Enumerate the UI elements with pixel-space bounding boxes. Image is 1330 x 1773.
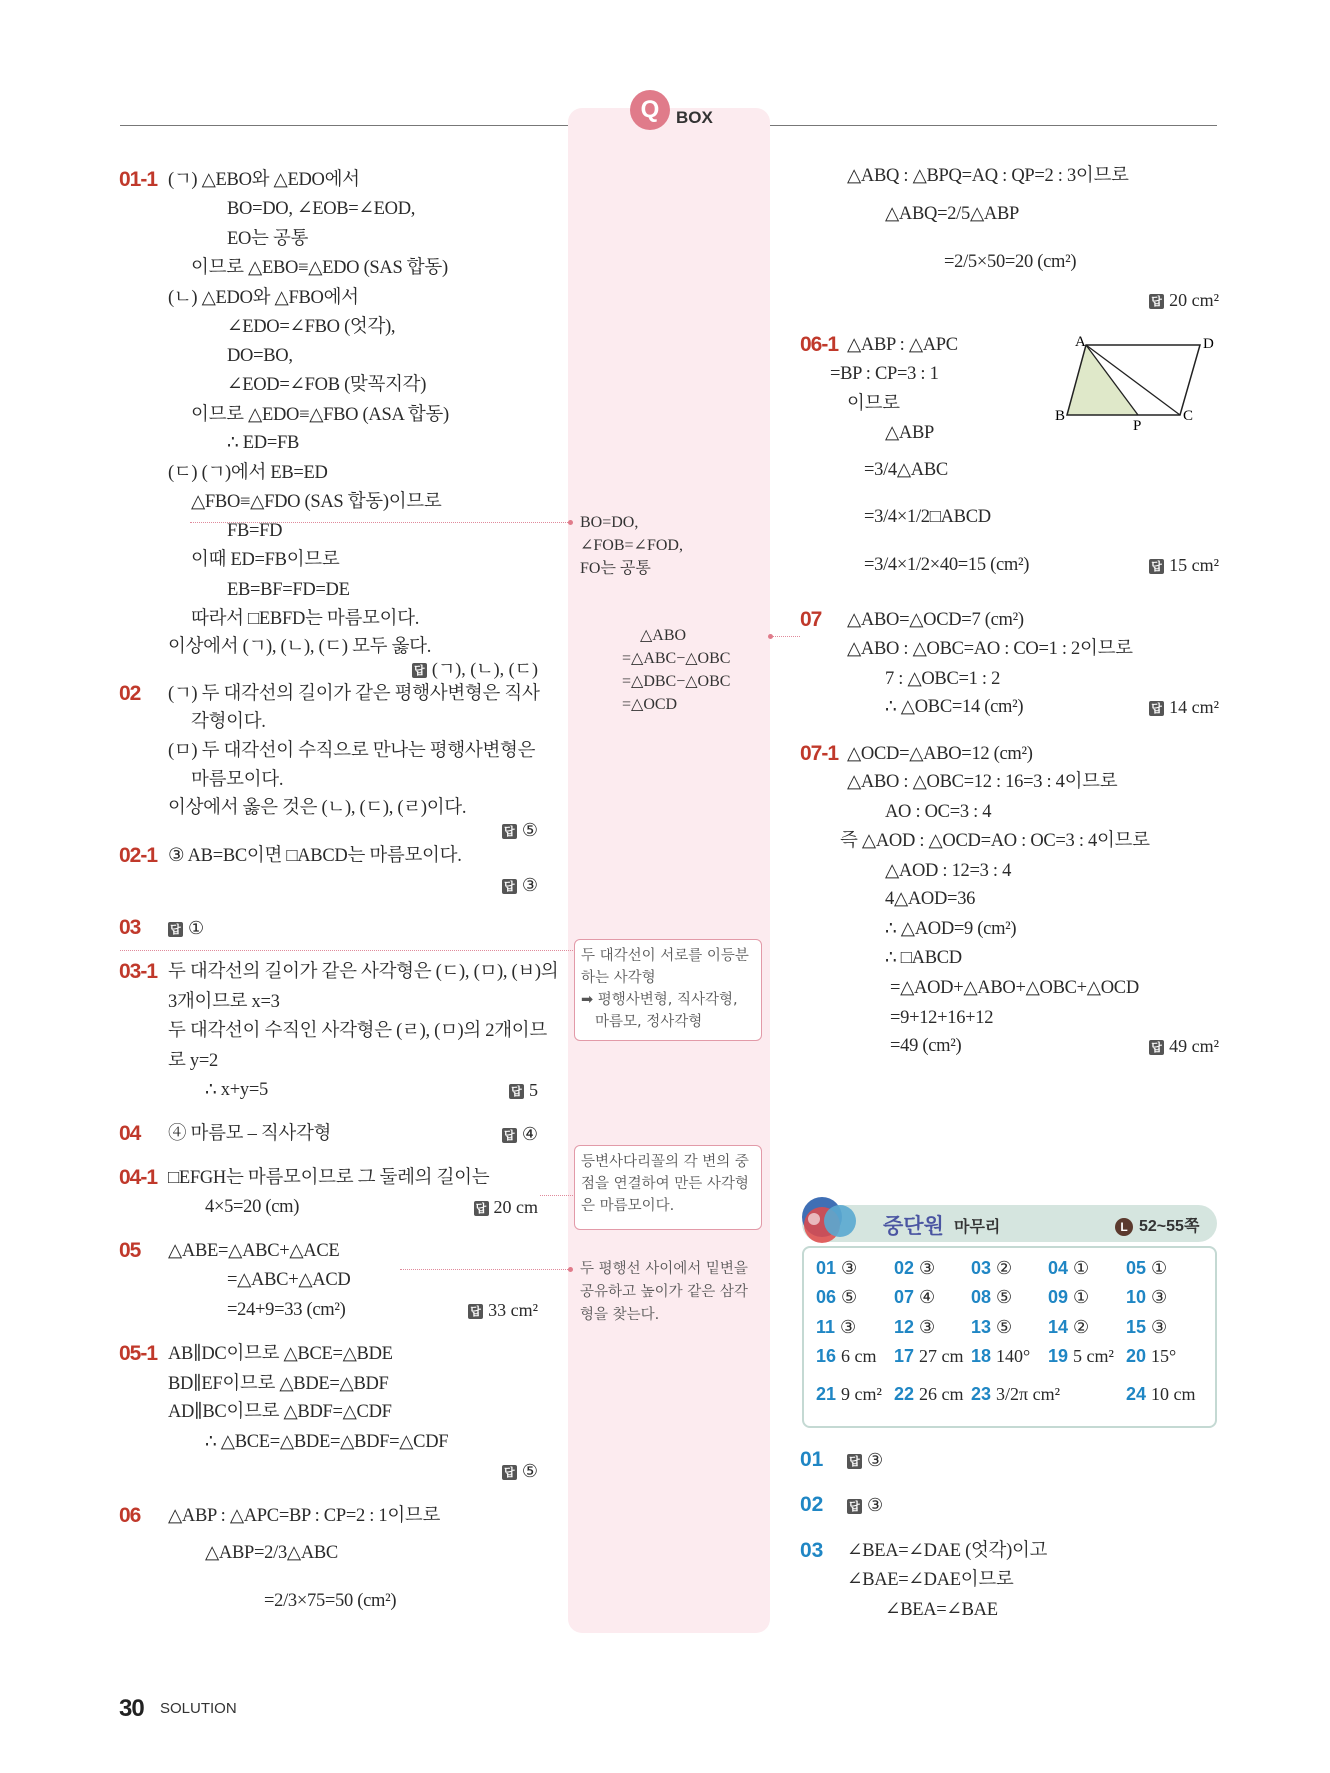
solution-line: △ABO=△OCD=7 (cm²)	[847, 610, 1024, 630]
review-item-answer: 140°	[996, 1346, 1031, 1366]
solution-line: △OCD=△ABO=12 (cm²)	[847, 744, 1033, 764]
review-item-answer: ③	[919, 1258, 936, 1278]
review-answer-item	[1048, 1315, 1089, 1339]
solution-line: 로 y=2	[168, 1051, 218, 1071]
solution-line: (ㄴ) △EDO와 △FBO에서	[168, 288, 359, 308]
solution-line: BD∥EF이므로 △BDE=△BDF	[168, 1374, 389, 1394]
review-answer-item	[971, 1344, 1030, 1368]
review-item-answer: ①	[1073, 1287, 1090, 1307]
solution-line: △ABO : △OBC=AO : CO=1 : 2이므로	[847, 639, 1133, 659]
solution-line: AB∥DC이므로 △BCE=△BDE	[168, 1344, 393, 1364]
solution-line: =BP : CP=3 : 1	[830, 364, 939, 384]
problem-label: 03-1	[119, 960, 158, 983]
review-answer-item	[894, 1285, 935, 1309]
answer	[502, 1122, 538, 1146]
problem-label: 07	[800, 608, 822, 631]
review-answer-item	[1048, 1256, 1089, 1280]
answer-icon: 답	[412, 663, 427, 678]
answer-value: ③	[867, 1495, 884, 1515]
review-item-number: 01	[816, 1258, 837, 1278]
solution-line: EO는 공통	[227, 229, 309, 249]
answer	[412, 659, 538, 679]
review-answer-item	[816, 1344, 877, 1368]
answer-value: 5	[529, 1080, 538, 1100]
review-item-number: 08	[971, 1287, 992, 1307]
solution-line: 7 : △OBC=1 : 2	[885, 669, 1001, 689]
review-item-answer: ③	[1151, 1317, 1168, 1337]
answer-icon: 답	[502, 1465, 517, 1480]
review-answer-item	[894, 1344, 964, 1368]
review-item-answer: 15°	[1151, 1346, 1177, 1366]
solution-line: =9+12+16+12	[890, 1008, 994, 1028]
answer-value: 14 cm²	[1169, 697, 1219, 717]
qbox-note-line: 은 마름모이다.	[581, 1198, 675, 1214]
review-item-number: 09	[1048, 1287, 1069, 1307]
review-item-number: 07	[894, 1287, 915, 1307]
review-item-answer: ①	[1151, 1258, 1168, 1278]
solution-line: 두 대각선이 수직인 사각형은 (ㄹ), (ㅁ)의 2개이므	[168, 1021, 547, 1041]
review-answer-item	[971, 1256, 1012, 1280]
answer-icon: 답	[1149, 1040, 1164, 1055]
review-item-number: 19	[1048, 1346, 1069, 1366]
review-item-answer: ②	[996, 1258, 1013, 1278]
review-subtitle: 마무리	[954, 1217, 1001, 1236]
qbox-note-line: FO는 공통	[580, 560, 651, 577]
vertex-label: A	[1075, 334, 1086, 350]
vertex-label: C	[1183, 408, 1194, 424]
problem-label: 03	[800, 1539, 824, 1562]
qbox-note-line: =△ABC−△OBC	[622, 650, 731, 667]
solution-line: (ㅁ) 두 대각선이 수직으로 만나는 평행사변형은	[168, 741, 536, 761]
solution-line: △ABP : △APC	[847, 335, 958, 355]
qbox-logo-icon: Q	[630, 90, 670, 130]
vertex-label: P	[1133, 418, 1142, 430]
solution-line: ∠EDO=∠FBO (엇각),	[227, 317, 396, 337]
answer	[847, 1448, 883, 1472]
answer-value: ①	[188, 918, 205, 938]
qbox-note-line: 등변사다리꼴의 각 변의 중	[581, 1154, 749, 1170]
answer-value: ③	[521, 875, 538, 895]
solution-line: =24+9=33 (cm²)	[227, 1300, 346, 1320]
review-item-answer: ③	[840, 1317, 857, 1337]
answer	[509, 1078, 538, 1102]
solution-line: 4△AOD=36	[885, 889, 976, 909]
problem-label: 06	[119, 1504, 141, 1527]
review-item-answer: ②	[1073, 1317, 1090, 1337]
solution-line: 이상에서 옳은 것은 (ㄴ), (ㄷ), (ㄹ)이다.	[168, 798, 467, 818]
problem-label: 03	[119, 916, 141, 939]
solution-line: 각형이다.	[191, 712, 266, 732]
problem-label: 02	[800, 1493, 824, 1516]
review-answer-item	[816, 1315, 856, 1339]
qbox-label: BOX	[676, 108, 713, 127]
solution-line: =3/4×1/2□ABCD	[864, 507, 991, 527]
answer-value: 49 cm²	[1169, 1036, 1219, 1056]
answer	[1149, 1034, 1219, 1058]
solution-line: =49 (cm²)	[890, 1036, 962, 1056]
answer-icon: 답	[502, 879, 517, 894]
solution-line: ∴ □ABCD	[885, 948, 962, 968]
answer-icon: 답	[474, 1201, 489, 1216]
solution-line: △ABQ : △BPQ=AQ : QP=2 : 3이므로	[847, 166, 1129, 186]
review-page-range: 52~55쪽	[1139, 1218, 1200, 1235]
review-pages	[1115, 1213, 1199, 1236]
problem-label: 06-1	[800, 333, 839, 356]
answer-icon: 답	[502, 824, 517, 839]
review-item-number: 17	[894, 1346, 915, 1366]
qbox-note-line: 형을 찾는다.	[580, 1307, 660, 1323]
review-item-number: 15	[1126, 1317, 1147, 1337]
solution-line: =2/5×50=20 (cm²)	[944, 252, 1077, 272]
review-answer-item	[1126, 1285, 1167, 1309]
solution-line: △ABP=2/3△ABC	[205, 1543, 338, 1563]
answer	[502, 873, 538, 897]
review-item-answer: ④	[919, 1287, 936, 1307]
solution-line: 두 대각선의 길이가 같은 사각형은 (ㄷ), (ㅁ), (ㅂ)의	[168, 962, 559, 982]
review-answer-item	[1048, 1285, 1089, 1309]
solution-line: 3개이므로 x=3	[168, 992, 280, 1012]
solution-line: 이때 ED=FB이므로	[191, 550, 340, 570]
solution-line: 이므로	[847, 394, 900, 414]
solution-line: △ABQ=2/5△ABP	[885, 204, 1019, 224]
leader-line	[190, 522, 570, 523]
review-item-number: 13	[971, 1317, 992, 1337]
review-answer-item	[1126, 1315, 1167, 1339]
qbox-note-line: BO=DO,	[580, 514, 639, 531]
leader-line	[120, 950, 575, 951]
solution-line: EB=BF=FD=DE	[227, 580, 350, 600]
answer	[1149, 288, 1219, 312]
solution-line: 마름모이다.	[191, 770, 284, 790]
solution-line: ③ AB=BC이면 □ABCD는 마름모이다.	[168, 846, 462, 866]
answer	[1149, 553, 1219, 577]
review-item-number: 04	[1048, 1258, 1069, 1278]
problem-label: 05	[119, 1239, 141, 1262]
review-answer-item	[894, 1256, 935, 1280]
solution-line: △ABP	[885, 423, 935, 443]
qbox-note-line: 마름모, 정사각형	[595, 1014, 703, 1030]
answer-icon: 답	[168, 922, 183, 937]
solution-line: (ㄷ) (ㄱ)에서 EB=ED	[168, 463, 328, 483]
qbox-note-box	[574, 1145, 762, 1230]
leader-dot	[568, 520, 573, 525]
answer	[468, 1298, 538, 1322]
review-item-answer: 9 cm²	[841, 1384, 882, 1404]
review-answer-item	[816, 1285, 857, 1309]
solution-line: AO : OC=3 : 4	[885, 802, 992, 822]
solution-line: ∠BAE=∠DAE이므로	[847, 1570, 1014, 1590]
qbox-note-line: 두 평행선 사이에서 밑변을	[580, 1261, 748, 1277]
solution-line: =3/4△ABC	[864, 460, 948, 480]
solution-line: DO=BO,	[227, 346, 293, 366]
review-item-answer: ③	[919, 1317, 936, 1337]
review-item-number: 05	[1126, 1258, 1147, 1278]
qbox-note-line: =△OCD	[622, 696, 678, 713]
parallelogram-figure	[1050, 330, 1230, 430]
solution-line: AD∥BC이므로 △BDF=△CDF	[168, 1402, 392, 1422]
review-answer-item	[1126, 1344, 1176, 1368]
qbox-note-line: ∠FOB=∠FOD,	[580, 537, 683, 554]
solution-line: △AOD : 12=3 : 4	[885, 861, 1012, 881]
answer-value: ⑤	[521, 1461, 538, 1481]
solution-line: 이므로 △EBO≡△EDO (SAS 합동)	[191, 258, 448, 278]
problem-label: 04	[119, 1122, 141, 1145]
answer-icon: 답	[468, 1304, 483, 1319]
problem-label: 05-1	[119, 1342, 158, 1365]
review-item-number: 14	[1048, 1317, 1069, 1337]
review-item-number: 23	[971, 1384, 992, 1404]
review-item-answer: ⑤	[841, 1287, 858, 1307]
solution-line: △ABP : △APC=BP : CP=2 : 1이므로	[168, 1506, 441, 1526]
leader-dot	[768, 634, 773, 639]
answer-icon: 답	[502, 1128, 517, 1143]
review-logo-icon	[800, 1193, 860, 1248]
review-answer-item	[894, 1315, 935, 1339]
answer-icon: 답	[509, 1084, 524, 1099]
leader-line	[400, 1269, 570, 1270]
answer-value: 20 cm	[493, 1197, 538, 1217]
solution-line: ∴ ED=FB	[227, 433, 300, 453]
qbox-column	[568, 108, 770, 1633]
page-number: 30	[119, 1695, 144, 1722]
review-item-answer: 27 cm	[919, 1346, 964, 1366]
answer	[502, 1459, 538, 1483]
qbox-note-line: ➡ 평행사변형, 직사각형,	[581, 992, 738, 1008]
review-answer-item	[971, 1315, 1012, 1339]
review-item-number: 12	[894, 1317, 915, 1337]
solution-line: 이므로 △EDO≡△FBO (ASA 합동)	[191, 405, 449, 425]
solution-line: 따라서 □EBFD는 마름모이다.	[191, 609, 420, 629]
review-item-number: 16	[816, 1346, 837, 1366]
answer-value: ⑤	[521, 820, 538, 840]
review-item-number: 20	[1126, 1346, 1147, 1366]
review-item-number: 11	[816, 1317, 836, 1337]
problem-label: 01	[800, 1448, 824, 1471]
review-answer-item	[1126, 1382, 1196, 1406]
answer-icon: 답	[1149, 559, 1164, 574]
answer-value: 20 cm²	[1169, 290, 1219, 310]
answer	[168, 916, 204, 940]
review-item-answer: ⑤	[996, 1317, 1013, 1337]
answer-value: 33 cm²	[488, 1300, 538, 1320]
solution-line: 4×5=20 (cm)	[205, 1197, 300, 1217]
answer-value: (ㄱ), (ㄴ), (ㄷ)	[431, 659, 538, 679]
solution-line: △FBO≡△FDO (SAS 합동)이므로	[191, 492, 442, 512]
qbox-note-line: =△DBC−△OBC	[622, 673, 731, 690]
solution-line: △ABE=△ABC+△ACE	[168, 1241, 340, 1261]
review-item-number: 02	[894, 1258, 915, 1278]
shaded-triangle-abp	[1067, 345, 1138, 415]
review-answer-item	[1126, 1256, 1167, 1280]
solution-line: ∴ △BCE=△BDE=△BDF=△CDF	[205, 1432, 449, 1452]
solution-line: FB=FD	[227, 521, 283, 541]
answer-value: ③	[867, 1450, 884, 1470]
leader-dot	[568, 1267, 573, 1272]
vertex-label: D	[1203, 336, 1214, 352]
review-item-answer: 10 cm	[1151, 1384, 1196, 1404]
solution-line: △ABO : △OBC=12 : 16=3 : 4이므로	[847, 772, 1118, 792]
review-item-number: 21	[816, 1384, 837, 1404]
solution-line: =△ABC+△ACD	[227, 1270, 351, 1290]
answer	[847, 1493, 883, 1517]
answer-icon: 답	[847, 1499, 862, 1514]
review-answer-item	[816, 1256, 857, 1280]
review-answer-item	[1048, 1344, 1114, 1368]
qbox-note-line: 하는 사각형	[581, 970, 656, 986]
footer-section: SOLUTION	[160, 1700, 237, 1717]
qbox-note-line: 공유하고 높이가 같은 삼각	[580, 1284, 748, 1300]
review-answer-item	[971, 1285, 1012, 1309]
solution-line: ∴ △AOD=9 (cm²)	[885, 919, 1017, 939]
review-item-answer: ③	[841, 1258, 858, 1278]
solution-line: ∴ x+y=5	[205, 1080, 268, 1100]
review-answer-item	[971, 1382, 1060, 1406]
solution-line: ∠BEA=∠BAE	[885, 1600, 998, 1620]
vertex-label: B	[1055, 408, 1066, 424]
qbox-note-line: 두 대각선이 서로를 이등분	[581, 948, 749, 964]
review-item-number: 03	[971, 1258, 992, 1278]
problem-label: 04-1	[119, 1166, 158, 1189]
solution-line: =△AOD+△ABO+△OBC+△OCD	[890, 978, 1139, 998]
problem-label: 07-1	[800, 742, 839, 765]
answer-value: ④	[521, 1124, 538, 1144]
review-item-number: 06	[816, 1287, 837, 1307]
review-item-number: 10	[1126, 1287, 1147, 1307]
review-answer-item	[816, 1382, 882, 1406]
review-item-answer: 26 cm	[919, 1384, 964, 1404]
solution-line: 즉 △AOD : △OCD=AO : OC=3 : 4이므로	[840, 831, 1150, 851]
review-item-number: 18	[971, 1346, 992, 1366]
solution-line: 이상에서 (ㄱ), (ㄴ), (ㄷ) 모두 옳다.	[168, 637, 432, 657]
review-item-answer: ⑤	[996, 1287, 1013, 1307]
answer	[474, 1195, 539, 1219]
answer-value: 15 cm²	[1169, 555, 1219, 575]
solution-line: ∠BEA=∠DAE (엇각)이고	[847, 1541, 1048, 1561]
solution-line: (ㄱ) 두 대각선의 길이가 같은 평행사변형은 직사	[168, 684, 540, 704]
leader-line	[540, 1195, 575, 1196]
leader-line	[770, 636, 800, 637]
qbox-note-line: △ABO	[640, 627, 687, 644]
answer	[502, 820, 538, 840]
solution-line: =3/4×1/2×40=15 (cm²)	[864, 555, 1030, 575]
answer-icon: 답	[1149, 294, 1164, 309]
solution-line: (ㄱ) △EBO와 △EDO에서	[168, 170, 360, 190]
review-item-number: 24	[1126, 1384, 1147, 1404]
review-item-number: 22	[894, 1384, 915, 1404]
solution-line: ④ 마름모 – 직사각형	[168, 1124, 332, 1144]
answer-icon: 답	[847, 1454, 862, 1469]
review-item-answer: 3/2π cm²	[996, 1384, 1061, 1404]
lesson-icon: L	[1115, 1218, 1133, 1236]
solution-line: BO=DO, ∠EOB=∠EOD,	[227, 199, 416, 219]
qbox-note-line: 점을 연결하여 만든 사각형	[581, 1176, 749, 1192]
answer-icon: 답	[1149, 701, 1164, 716]
problem-label: 01-1	[119, 168, 158, 191]
review-item-answer: ③	[1151, 1287, 1168, 1307]
solution-line: =2/3×75=50 (cm²)	[264, 1591, 397, 1611]
review-answer-item	[894, 1382, 964, 1406]
review-item-answer: 6 cm	[841, 1346, 877, 1366]
answer	[1149, 695, 1219, 719]
review-item-answer: 5 cm²	[1073, 1346, 1114, 1366]
solution-line: ∠EOD=∠FOB (맞꼭지각)	[227, 375, 427, 395]
qbox-note-box	[574, 939, 762, 1041]
solution-line: ∴ △OBC=14 (cm²)	[885, 697, 1024, 717]
problem-label: 02-1	[119, 844, 158, 867]
problem-label: 02	[119, 682, 141, 705]
review-title: 중단원	[883, 1214, 944, 1238]
review-item-answer: ①	[1073, 1258, 1090, 1278]
solution-line: □EFGH는 마름모이므로 그 둘레의 길이는	[168, 1168, 490, 1188]
